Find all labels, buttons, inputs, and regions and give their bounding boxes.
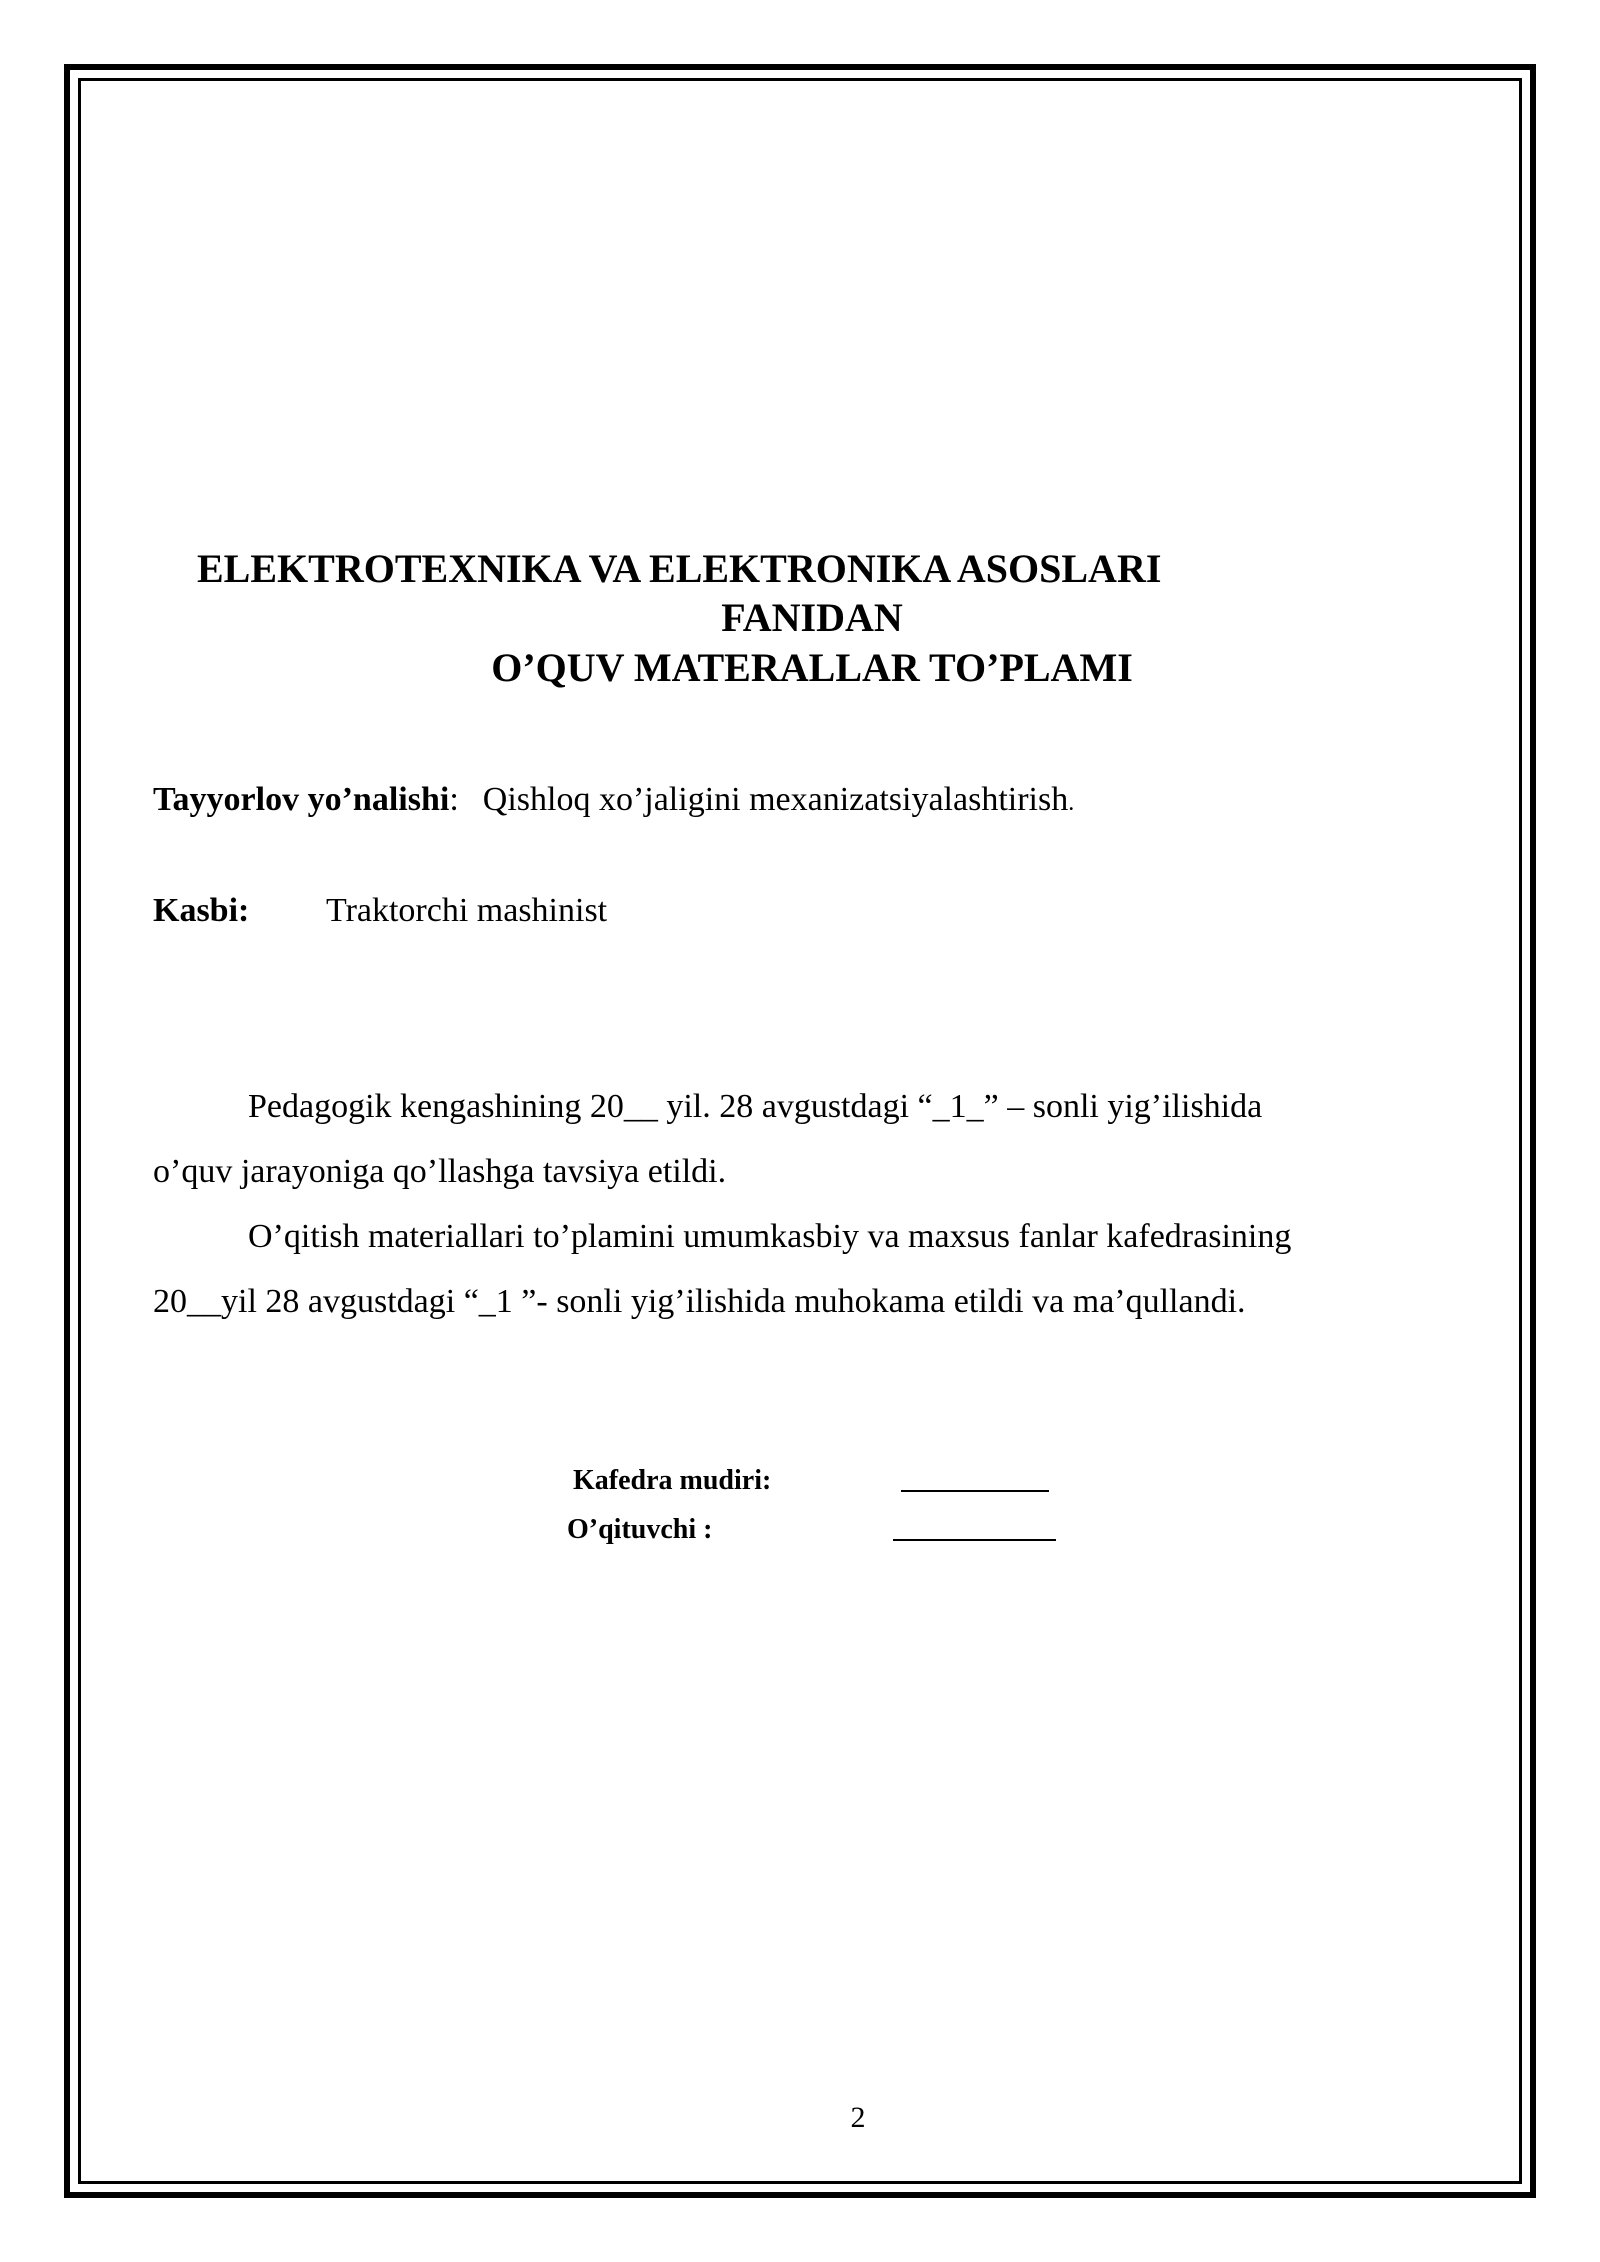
direction-end: . [1068,790,1075,816]
paragraph-2-line-2: 20__yil 28 avgustdagi “_1 ”- sonli yig’ilishida muhokama etildi va ma’qullandi. [153,1283,1246,1320]
profession-label: Kasbi: [153,892,250,929]
department-head-signature-line [901,1490,1049,1492]
profession-value: Traktorchi mashinist [326,892,608,929]
page-number: 2 [850,2101,866,2134]
paragraph-1-line-1: Pedagogik kengashining 20__ yil. 28 avgustdagi “_1_” – sonli yig’ilishida [248,1088,1263,1125]
paragraph-2-line-1: O’qitish materiallari to’plamini umumkasbiy va maxsus fanlar kafedrasining [248,1218,1292,1255]
teacher-signature-line [893,1539,1056,1541]
title-line-3: O’QUV MATERALLAR TO’PLAMI [491,645,1133,690]
direction-label: Tayyorlov yo’nalishi [153,781,450,818]
direction-row [153,778,1074,825]
paragraph-1-line-2: o’quv jarayoniga qo’llashga tavsiya etildi. [153,1153,727,1190]
title-line-1: ELEKTROTEXNIKA VA ELEKTRONIKA ASOSLARI [197,546,1162,591]
direction-value: Qishloq xo’jaligini mexanizatsiyalashtirish [482,781,1069,818]
title-line-2: FANIDAN [721,595,903,640]
teacher-label: O’qituvchi : [567,1514,713,1545]
direction-colon: : [449,781,459,818]
profession-row [153,889,608,933]
page-border-inner [78,78,1522,2184]
department-head-label: Kafedra mudiri: [573,1465,772,1496]
